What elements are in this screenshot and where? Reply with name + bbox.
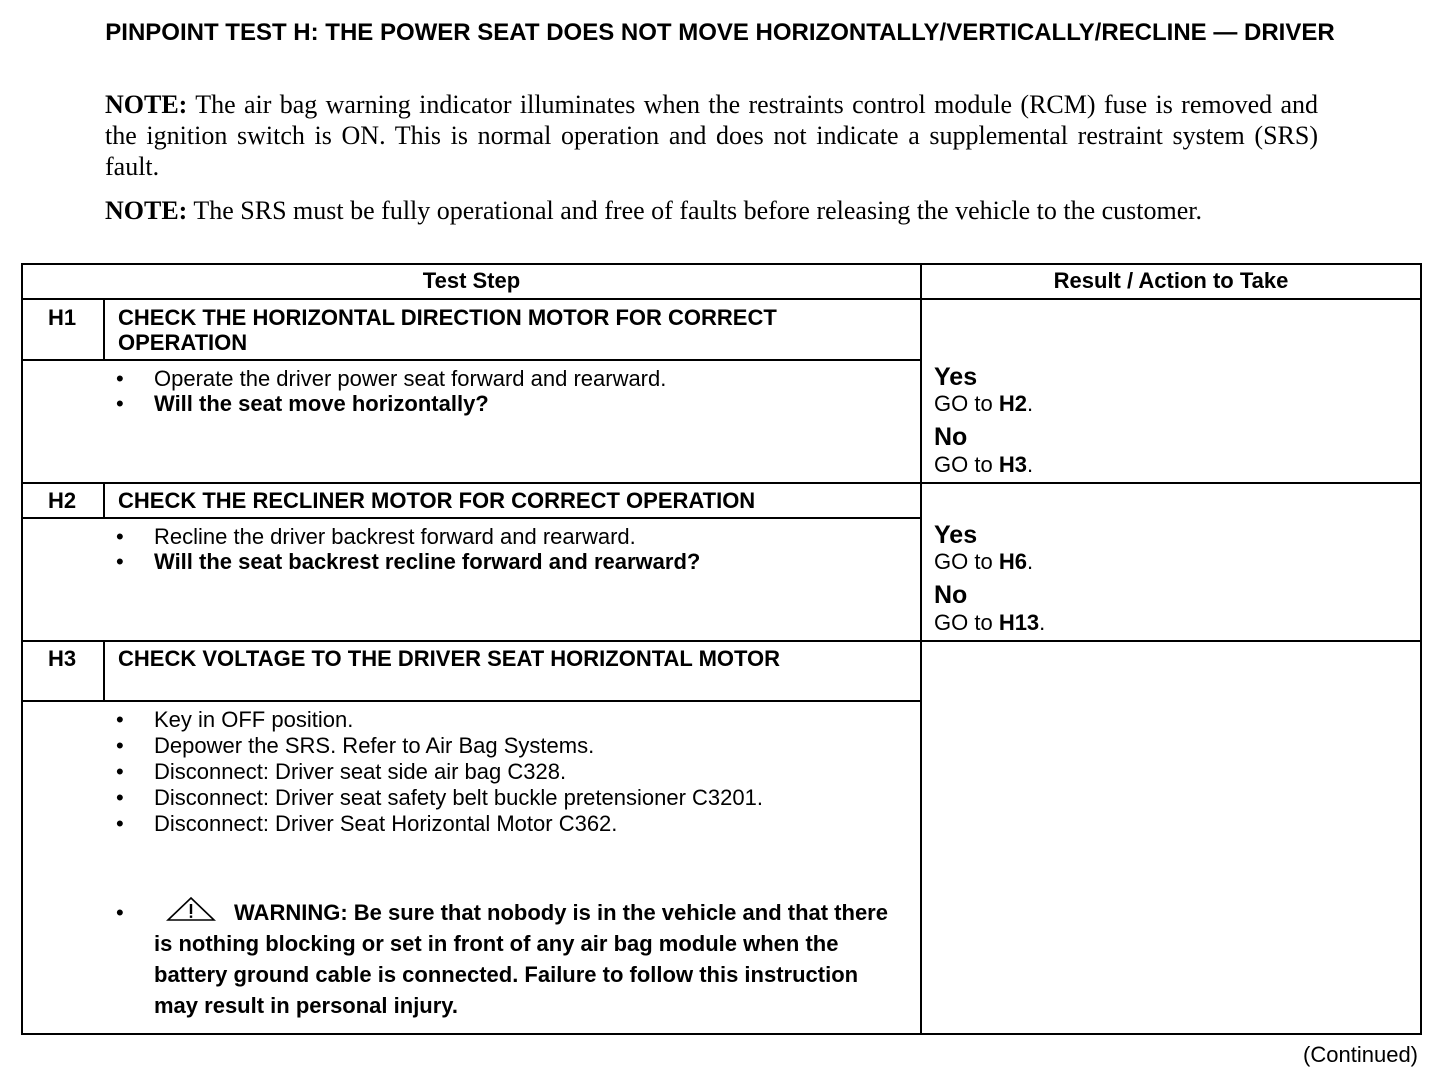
h2-id-divider [103, 482, 105, 519]
result-no: No [934, 423, 968, 451]
goto-h2-link[interactable]: H2 [998, 391, 1027, 416]
result-yes: Yes [934, 363, 978, 391]
note-rcm-fuse [105, 89, 1318, 182]
step-instruction: Disconnect: Driver Seat Horizontal Motor C362. [154, 811, 618, 836]
header-result-action: Result / Action to Take [1053, 268, 1289, 293]
step-title: CHECK THE HORIZONTAL DIRECTION MOTOR FOR CORRECT OPERATION [118, 305, 777, 355]
step-instruction: Operate the driver power seat forward and rearward. [154, 366, 667, 391]
h2-title-rule [21, 517, 922, 519]
step-title: CHECK THE RECLINER MOTOR FOR CORRECT OPERATION [118, 488, 756, 513]
note-label: NOTE: [105, 90, 188, 119]
step-question: Will the seat move horizontally? [154, 391, 489, 416]
bullet-icon: • [116, 811, 124, 836]
result-no: No [934, 581, 968, 609]
h1-id-divider [103, 298, 105, 360]
warning-text: WARNING: Be sure that nobody is in the vehicle and that there is nothing blocking or set in front of any air bag module when the battery ground cable is connected. Failure to follow this instruction may result in personal injury. [154, 900, 888, 1018]
step-title: CHECK VOLTAGE TO THE DRIVER SEAT HORIZONTAL MOTOR [118, 646, 781, 671]
note-srs-operational [105, 195, 1318, 226]
step-instruction: Disconnect: Driver seat safety belt buckle pretensioner C3201. [154, 785, 763, 810]
bullet-icon: • [116, 391, 124, 416]
h2-row-rule [21, 482, 1422, 484]
column-divider [920, 263, 922, 1035]
note-label: NOTE: [105, 196, 188, 225]
step-instruction: Key in OFF position. [154, 707, 354, 732]
goto-h13-link[interactable]: H13 [998, 610, 1040, 635]
bullet-icon: • [116, 759, 124, 784]
continued-label: (Continued) [1303, 1042, 1418, 1067]
result-action: GO to H3. [934, 452, 1034, 477]
warning-triangle-icon [166, 896, 216, 922]
h3-row-rule [21, 640, 1422, 642]
goto-h3-link[interactable]: H3 [998, 452, 1027, 477]
step-id: H2 [47, 488, 77, 513]
bullet-icon: • [116, 733, 124, 758]
h3-id-divider [103, 640, 105, 702]
header-rule [21, 298, 1422, 300]
bullet-icon: • [116, 549, 124, 574]
bullet-icon: • [116, 707, 124, 732]
header-test-step: Test Step [422, 268, 521, 293]
note-text: The air bag warning indicator illuminates when the restraints control module (RCM) fuse is removed and the ignition switch is ON. This is normal operation and does not indicate a supplemental restraint system (SRS) fault. [105, 90, 1319, 181]
result-action: GO to H2. [934, 391, 1034, 416]
step-question: Will the seat backrest recline forward and rearward? [154, 549, 701, 574]
bullet-icon: • [116, 366, 124, 391]
h1-title-rule [21, 359, 922, 361]
step-id: H1 [47, 305, 77, 330]
goto-h6-link[interactable]: H6 [998, 549, 1027, 574]
bullet-icon: • [116, 900, 124, 925]
warning-block [154, 896, 894, 1021]
bullet-icon: • [116, 524, 124, 549]
step-instruction: Disconnect: Driver seat side air bag C328. [154, 759, 567, 784]
h3-title-rule [21, 700, 922, 702]
page-title: PINPOINT TEST H: THE POWER SEAT DOES NOT MOVE HORIZONTALLY/VERTICALLY/RECLINE — DRIVER [105, 19, 1335, 46]
step-instruction: Recline the driver backrest forward and rearward. [154, 524, 636, 549]
note-text: The SRS must be fully operational and free of faults before releasing the vehicle to the customer. [193, 196, 1203, 225]
result-action: GO to H6. [934, 549, 1034, 574]
step-id: H3 [47, 646, 77, 671]
result-action: GO to H13. [934, 610, 1046, 635]
step-instruction: Depower the SRS. Refer to Air Bag Systems. [154, 733, 595, 758]
bullet-icon: • [116, 785, 124, 810]
result-yes: Yes [934, 521, 978, 549]
